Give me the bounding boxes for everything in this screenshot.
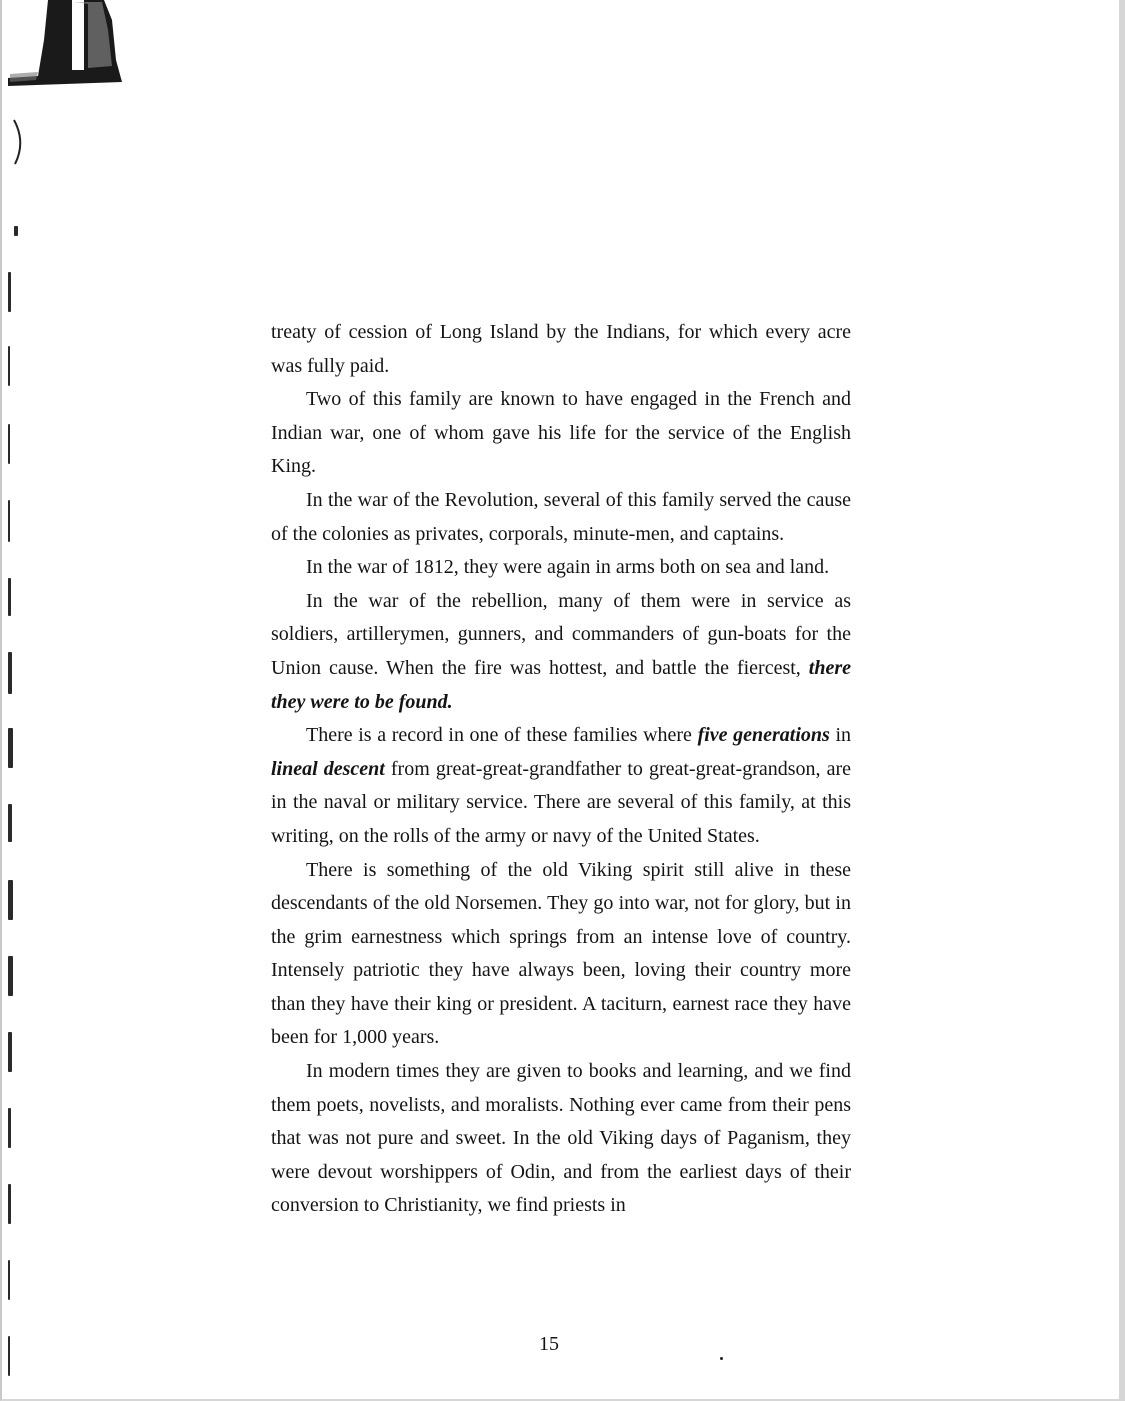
margin-mark bbox=[8, 1032, 12, 1072]
emphasized-text: there they were to be found. bbox=[271, 656, 851, 713]
margin-mark bbox=[8, 578, 11, 616]
binding-shadow-artifact bbox=[8, 0, 122, 90]
paragraph bbox=[271, 383, 851, 484]
margin-mark bbox=[8, 346, 10, 386]
paragraph-text: in bbox=[829, 724, 852, 747]
paragraph bbox=[271, 854, 851, 1056]
margin-mark bbox=[8, 1108, 11, 1148]
margin-mark bbox=[8, 1184, 11, 1224]
paragraph bbox=[271, 484, 851, 551]
paragraph bbox=[271, 585, 851, 719]
emphasized-text: five generations bbox=[697, 724, 830, 747]
margin-mark bbox=[8, 272, 11, 312]
paragraph-text: In the war of the Revolution, several of this family served the cause of the colonies as privates, corporals, minute-men, and captains. bbox=[271, 488, 851, 545]
paragraph-text: In the war of the rebellion, many of them were in service as soldiers, artillerymen, gunners, and commanders of gun-boats for the Union cause. When the fire was hottest, and battle the fiercest, bbox=[271, 589, 851, 679]
margin-mark bbox=[8, 1260, 10, 1300]
ink-speck-artifact bbox=[720, 1357, 723, 1360]
margin-mark bbox=[8, 804, 12, 842]
paragraph-text: There is something of the old Viking spirit still alive in these descendants of the old Norsemen. They go into war, not for glory, but in the grim earnestness which springs from an intense love of country. Intensely patriotic they have always been, loving their country more than they have their king or president. A taciturn, earnest race they have been for 1,000 years. bbox=[271, 858, 851, 1049]
margin-mark bbox=[8, 500, 10, 542]
paragraph-text: There is a record in one of these families where bbox=[306, 724, 698, 747]
paragraph bbox=[271, 551, 851, 585]
bracket-artifact bbox=[12, 118, 28, 166]
emphasized-text: lineal descent bbox=[271, 757, 385, 780]
paragraph-text: In the war of 1812, they were again in arms both on sea and land. bbox=[306, 556, 830, 579]
margin-mark bbox=[8, 652, 12, 694]
paragraph-text: Two of this family are known to have engaged in the French and Indian war, one of whom gave his life for the service of the English King. bbox=[271, 388, 851, 478]
paragraph-text: from great-great-grandfather to great-great-grandson, are in the naval or military service. There are several of this family, at this writing, on the rolls of the army or navy of the United States. bbox=[271, 757, 851, 847]
margin-mark bbox=[8, 728, 13, 768]
paragraph bbox=[271, 1055, 851, 1223]
margin-mark bbox=[8, 880, 13, 920]
body-text bbox=[271, 316, 851, 1223]
page-number: 15 bbox=[539, 1333, 559, 1355]
margin-mark bbox=[8, 424, 10, 464]
margin-mark bbox=[8, 956, 13, 996]
paragraph bbox=[271, 719, 851, 853]
margin-mark bbox=[14, 226, 18, 236]
paragraph bbox=[271, 316, 851, 383]
paragraph-text: treaty of cession of Long Island by the Indians, for which every acre was fully paid. bbox=[271, 321, 851, 377]
paragraph-text: In modern times they are given to books and learning, and we find them poets, novelists, and moralists. Nothing ever came from their pens that was not pure and sweet. In the old Viking days of Paganism, they were devout worshippers of Odin, and from the earliest days of their conversion to Christianity, we find priests in bbox=[271, 1060, 851, 1217]
